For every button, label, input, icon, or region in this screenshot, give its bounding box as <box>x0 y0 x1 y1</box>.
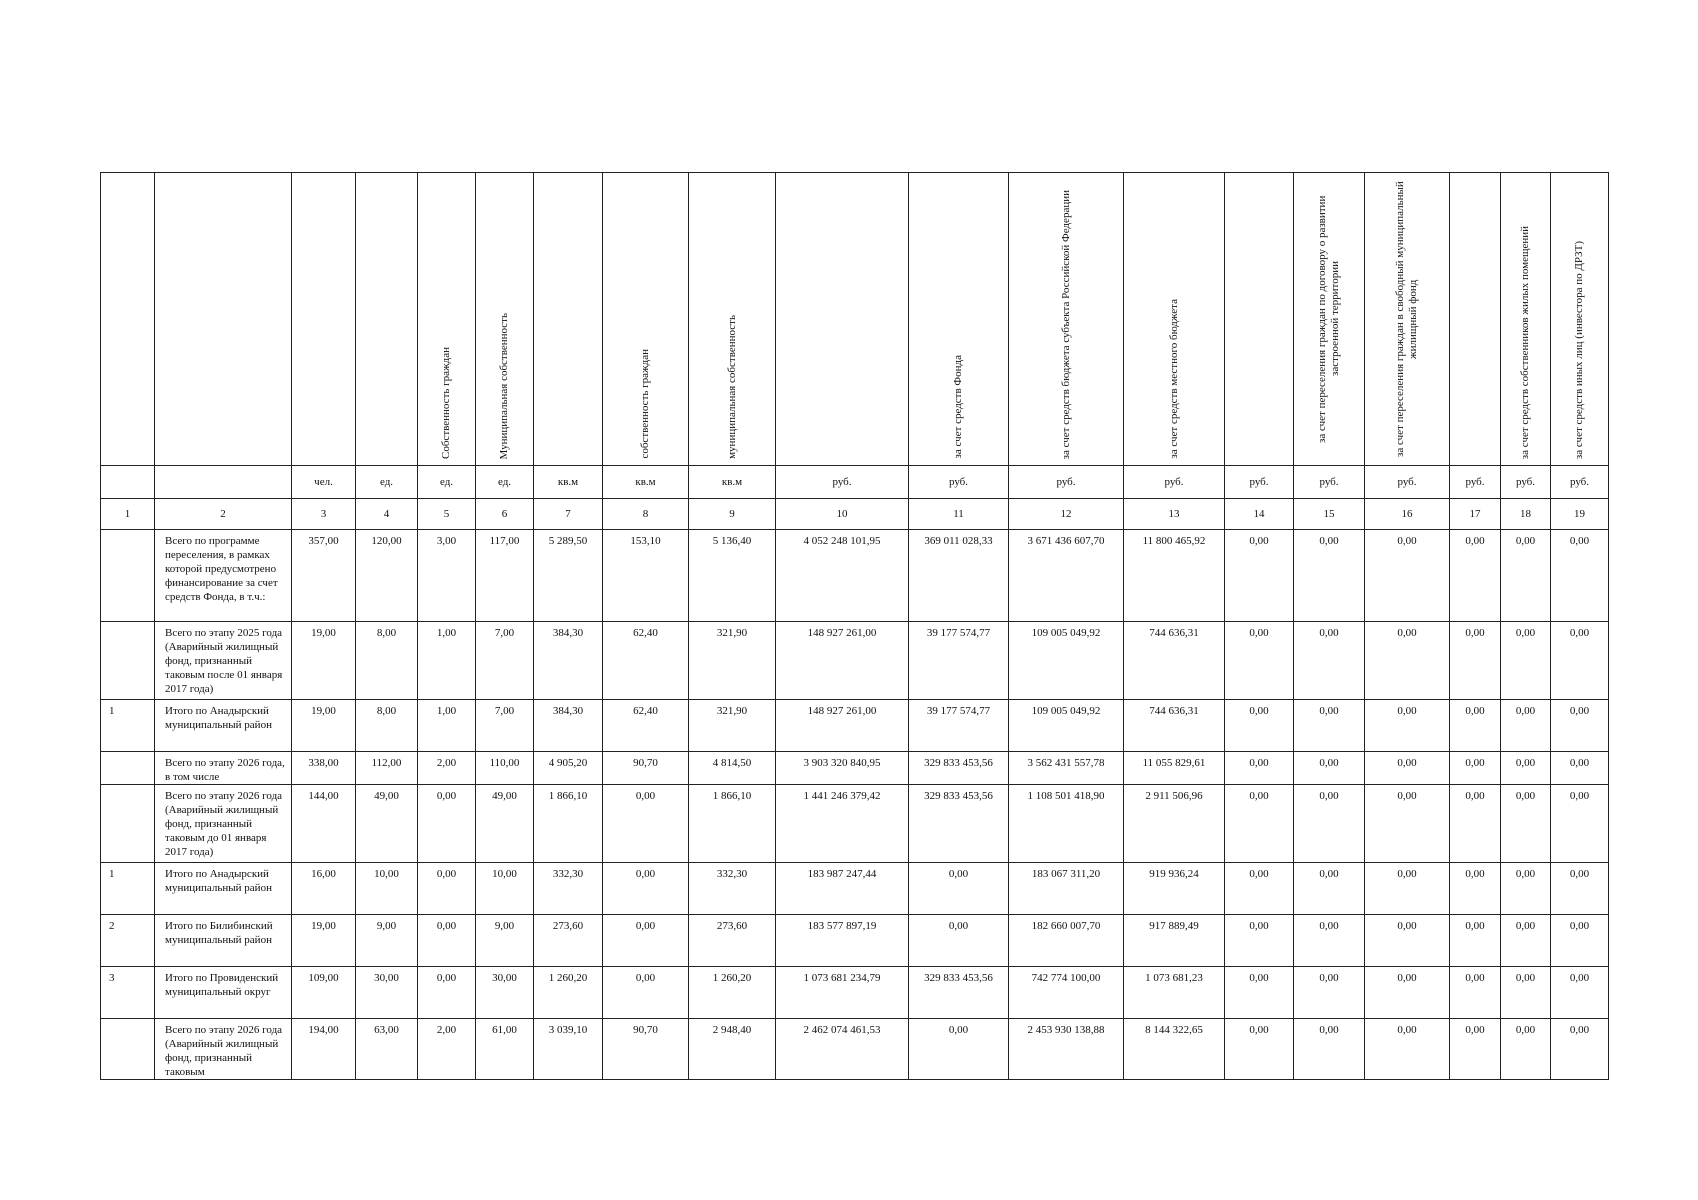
unit-cell: ед. <box>356 466 418 499</box>
value-cell: 0,00 <box>1365 622 1450 700</box>
value-cell: 183 577 897,19 <box>776 915 909 967</box>
value-cell: 273,60 <box>689 915 776 967</box>
value-cell: 153,10 <box>603 530 689 622</box>
unit-cell <box>155 466 292 499</box>
value-cell: 5 289,50 <box>534 530 603 622</box>
value-cell: 117,00 <box>476 530 534 622</box>
table-row <box>101 863 1609 915</box>
column-number-cell: 12 <box>1009 499 1124 530</box>
column-number-cell: 17 <box>1450 499 1501 530</box>
value-cell: 62,40 <box>603 700 689 752</box>
table-row <box>101 530 1609 622</box>
value-cell: 7,00 <box>476 622 534 700</box>
value-cell: 194,00 <box>292 1019 356 1080</box>
value-cell: 0,00 <box>1225 530 1294 622</box>
column-number-cell: 16 <box>1365 499 1450 530</box>
value-cell: 5 136,40 <box>689 530 776 622</box>
column-header-text: за счет средств собственников жилых помещений <box>1519 225 1531 459</box>
column-header-text: Собственность граждан <box>440 347 452 459</box>
row-label: Итого по Провиденский муниципальный округ <box>155 967 292 1019</box>
value-cell: 0,00 <box>1501 530 1551 622</box>
row-label: Итого по Анадырский муниципальный район <box>155 700 292 752</box>
value-cell: 0,00 <box>1450 752 1501 785</box>
header-row <box>101 173 1609 466</box>
value-cell: 0,00 <box>1225 967 1294 1019</box>
row-label: Итого по Анадырский муниципальный район <box>155 863 292 915</box>
column-header <box>356 173 418 466</box>
column-header <box>1225 173 1294 466</box>
value-cell: 4 905,20 <box>534 752 603 785</box>
value-cell: 2 462 074 461,53 <box>776 1019 909 1080</box>
value-cell: 0,00 <box>1294 967 1365 1019</box>
value-cell: 109 005 049,92 <box>1009 622 1124 700</box>
value-cell: 183 987 247,44 <box>776 863 909 915</box>
value-cell: 1 866,10 <box>534 785 603 863</box>
value-cell: 0,00 <box>1450 915 1501 967</box>
value-cell: 0,00 <box>1294 915 1365 967</box>
value-cell: 0,00 <box>603 785 689 863</box>
value-cell: 0,00 <box>418 967 476 1019</box>
value-cell: 744 636,31 <box>1124 700 1225 752</box>
value-cell: 9,00 <box>356 915 418 967</box>
value-cell: 148 927 261,00 <box>776 622 909 700</box>
value-cell: 16,00 <box>292 863 356 915</box>
value-cell: 0,00 <box>1365 700 1450 752</box>
value-cell: 917 889,49 <box>1124 915 1225 967</box>
value-cell: 30,00 <box>356 967 418 1019</box>
row-index: 1 <box>101 700 155 752</box>
unit-cell: руб. <box>1450 466 1501 499</box>
column-number-cell: 18 <box>1501 499 1551 530</box>
value-cell: 8,00 <box>356 700 418 752</box>
column-header <box>776 173 909 466</box>
value-cell: 0,00 <box>1225 915 1294 967</box>
value-cell: 0,00 <box>1365 530 1450 622</box>
value-cell: 0,00 <box>1501 863 1551 915</box>
value-cell: 338,00 <box>292 752 356 785</box>
column-header <box>1009 173 1124 466</box>
value-cell: 1 441 246 379,42 <box>776 785 909 863</box>
value-cell: 3 903 320 840,95 <box>776 752 909 785</box>
unit-cell: руб. <box>1501 466 1551 499</box>
column-number-cell: 5 <box>418 499 476 530</box>
value-cell: 329 833 453,56 <box>909 752 1009 785</box>
column-header-text: за счет переселения граждан по договору о развитии застроенной территории <box>1316 195 1341 443</box>
value-cell: 63,00 <box>356 1019 418 1080</box>
column-header-text: Муниципальная собственность <box>498 312 510 459</box>
unit-cell: кв.м <box>534 466 603 499</box>
column-header-text: муниципальная собственность <box>725 315 738 459</box>
column-header <box>476 173 534 466</box>
value-cell: 384,30 <box>534 700 603 752</box>
unit-cell: руб. <box>1551 466 1609 499</box>
column-number-cell: 9 <box>689 499 776 530</box>
value-cell: 0,00 <box>418 785 476 863</box>
column-number-cell: 13 <box>1124 499 1225 530</box>
value-cell: 2 911 506,96 <box>1124 785 1225 863</box>
column-number-cell: 7 <box>534 499 603 530</box>
value-cell: 0,00 <box>1551 915 1609 967</box>
value-cell: 0,00 <box>1551 785 1609 863</box>
value-cell: 0,00 <box>1450 785 1501 863</box>
value-cell: 19,00 <box>292 622 356 700</box>
column-header <box>1365 173 1450 466</box>
value-cell: 30,00 <box>476 967 534 1019</box>
value-cell: 1,00 <box>418 622 476 700</box>
value-cell: 2,00 <box>418 1019 476 1080</box>
row-index <box>101 1019 155 1080</box>
value-cell: 1 260,20 <box>534 967 603 1019</box>
value-cell: 120,00 <box>356 530 418 622</box>
value-cell: 0,00 <box>1501 785 1551 863</box>
value-cell: 0,00 <box>1294 785 1365 863</box>
column-header <box>155 173 292 466</box>
value-cell: 0,00 <box>1225 752 1294 785</box>
value-cell: 0,00 <box>1551 1019 1609 1080</box>
value-cell: 0,00 <box>1501 915 1551 967</box>
column-header <box>1501 173 1551 466</box>
value-cell: 321,90 <box>689 622 776 700</box>
column-number-cell: 15 <box>1294 499 1365 530</box>
column-header-text: за счет средств иных лиц (инвестора по ДРЗТ) <box>1573 240 1585 459</box>
value-cell: 0,00 <box>909 915 1009 967</box>
value-cell: 62,40 <box>603 622 689 700</box>
value-cell: 0,00 <box>1294 622 1365 700</box>
table-row <box>101 752 1609 785</box>
row-index <box>101 622 155 700</box>
value-cell: 109,00 <box>292 967 356 1019</box>
value-cell: 0,00 <box>1501 700 1551 752</box>
value-cell: 273,60 <box>534 915 603 967</box>
column-header-text: за счет средств Фонда <box>952 355 964 459</box>
value-cell: 2 453 930 138,88 <box>1009 1019 1124 1080</box>
value-cell: 0,00 <box>1365 785 1450 863</box>
value-cell: 0,00 <box>1294 752 1365 785</box>
unit-cell: кв.м <box>603 466 689 499</box>
row-index <box>101 785 155 863</box>
row-label: Всего по этапу 2025 года (Аварийный жилищный фонд, признанный таковым после 01 января 2017 года) <box>155 622 292 700</box>
value-cell: 0,00 <box>1294 700 1365 752</box>
column-header <box>909 173 1009 466</box>
row-label: Всего по этапу 2026 года (Аварийный жилищный фонд, признанный таковым <box>155 1019 292 1080</box>
value-cell: 0,00 <box>1551 752 1609 785</box>
table-row <box>101 915 1609 967</box>
value-cell: 7,00 <box>476 700 534 752</box>
value-cell: 8,00 <box>356 622 418 700</box>
column-header-text: за счет средств местного бюджета <box>1167 299 1180 459</box>
table-row <box>101 700 1609 752</box>
value-cell: 2,00 <box>418 752 476 785</box>
value-cell: 1 073 681 234,79 <box>776 967 909 1019</box>
unit-cell: руб. <box>909 466 1009 499</box>
value-cell: 0,00 <box>1294 863 1365 915</box>
unit-cell: ед. <box>476 466 534 499</box>
row-index: 1 <box>101 863 155 915</box>
table-row <box>101 622 1609 700</box>
value-cell: 0,00 <box>1365 967 1450 1019</box>
resettlement-table <box>100 172 1609 1080</box>
row-index: 2 <box>101 915 155 967</box>
column-header <box>1124 173 1225 466</box>
column-header <box>534 173 603 466</box>
unit-cell: руб. <box>1009 466 1124 499</box>
value-cell: 0,00 <box>1551 700 1609 752</box>
value-cell: 0,00 <box>1501 752 1551 785</box>
value-cell: 332,30 <box>689 863 776 915</box>
value-cell: 183 067 311,20 <box>1009 863 1124 915</box>
unit-cell: ед. <box>418 466 476 499</box>
value-cell: 182 660 007,70 <box>1009 915 1124 967</box>
row-label: Всего по этапу 2026 года (Аварийный жилищный фонд, признанный таковым до 01 января 2017 года) <box>155 785 292 863</box>
column-number-cell: 10 <box>776 499 909 530</box>
column-number-cell: 8 <box>603 499 689 530</box>
column-number-cell: 11 <box>909 499 1009 530</box>
table-row <box>101 1019 1609 1080</box>
value-cell: 0,00 <box>1294 530 1365 622</box>
value-cell: 1 260,20 <box>689 967 776 1019</box>
column-header <box>1551 173 1609 466</box>
value-cell: 0,00 <box>1365 1019 1450 1080</box>
value-cell: 10,00 <box>356 863 418 915</box>
value-cell: 9,00 <box>476 915 534 967</box>
column-header <box>603 173 689 466</box>
column-number-cell: 3 <box>292 499 356 530</box>
value-cell: 148 927 261,00 <box>776 700 909 752</box>
value-cell: 2 948,40 <box>689 1019 776 1080</box>
unit-cell: кв.м <box>689 466 776 499</box>
value-cell: 0,00 <box>603 915 689 967</box>
value-cell: 744 636,31 <box>1124 622 1225 700</box>
value-cell: 0,00 <box>1225 700 1294 752</box>
value-cell: 0,00 <box>909 1019 1009 1080</box>
value-cell: 11 800 465,92 <box>1124 530 1225 622</box>
value-cell: 3 562 431 557,78 <box>1009 752 1124 785</box>
column-header <box>101 173 155 466</box>
column-header-text: за счет переселения граждан в свободный муниципальный жилищный фонд <box>1394 181 1419 457</box>
row-label: Всего по этапу 2026 года, в том числе <box>155 752 292 785</box>
value-cell: 1,00 <box>418 700 476 752</box>
value-cell: 0,00 <box>1450 530 1501 622</box>
column-number-row <box>101 499 1609 530</box>
column-header <box>1450 173 1501 466</box>
value-cell: 0,00 <box>1225 622 1294 700</box>
value-cell: 0,00 <box>1501 622 1551 700</box>
column-number-cell: 19 <box>1551 499 1609 530</box>
unit-cell: руб. <box>1365 466 1450 499</box>
value-cell: 357,00 <box>292 530 356 622</box>
row-index <box>101 530 155 622</box>
column-number-cell: 2 <box>155 499 292 530</box>
value-cell: 110,00 <box>476 752 534 785</box>
row-index <box>101 752 155 785</box>
row-label: Итого по Билибинский муниципальный район <box>155 915 292 967</box>
value-cell: 3 039,10 <box>534 1019 603 1080</box>
value-cell: 0,00 <box>603 863 689 915</box>
table-row <box>101 967 1609 1019</box>
value-cell: 0,00 <box>909 863 1009 915</box>
value-cell: 0,00 <box>1551 863 1609 915</box>
value-cell: 0,00 <box>1551 967 1609 1019</box>
value-cell: 112,00 <box>356 752 418 785</box>
column-header <box>292 173 356 466</box>
value-cell: 0,00 <box>1225 863 1294 915</box>
column-header <box>418 173 476 466</box>
column-header-text: собственность граждан <box>639 349 651 459</box>
value-cell: 0,00 <box>1551 530 1609 622</box>
value-cell: 4 814,50 <box>689 752 776 785</box>
value-cell: 329 833 453,56 <box>909 967 1009 1019</box>
value-cell: 1 108 501 418,90 <box>1009 785 1124 863</box>
unit-cell: руб. <box>1124 466 1225 499</box>
value-cell: 90,70 <box>603 752 689 785</box>
value-cell: 329 833 453,56 <box>909 785 1009 863</box>
value-cell: 61,00 <box>476 1019 534 1080</box>
value-cell: 19,00 <box>292 915 356 967</box>
value-cell: 49,00 <box>476 785 534 863</box>
value-cell: 1 073 681,23 <box>1124 967 1225 1019</box>
value-cell: 0,00 <box>1365 863 1450 915</box>
column-number-cell: 14 <box>1225 499 1294 530</box>
value-cell: 39 177 574,77 <box>909 700 1009 752</box>
unit-cell: руб. <box>1294 466 1365 499</box>
value-cell: 0,00 <box>1450 967 1501 1019</box>
value-cell: 0,00 <box>1450 863 1501 915</box>
value-cell: 0,00 <box>1225 785 1294 863</box>
value-cell: 0,00 <box>418 863 476 915</box>
value-cell: 19,00 <box>292 700 356 752</box>
unit-cell: чел. <box>292 466 356 499</box>
value-cell: 0,00 <box>1501 967 1551 1019</box>
value-cell: 0,00 <box>1294 1019 1365 1080</box>
row-label: Всего по программе переселения, в рамках которой предусмотрено финансирование за счет средств Фонда, в т.ч.: <box>155 530 292 622</box>
value-cell: 384,30 <box>534 622 603 700</box>
value-cell: 1 866,10 <box>689 785 776 863</box>
value-cell: 8 144 322,65 <box>1124 1019 1225 1080</box>
value-cell: 0,00 <box>1365 752 1450 785</box>
value-cell: 10,00 <box>476 863 534 915</box>
value-cell: 11 055 829,61 <box>1124 752 1225 785</box>
value-cell: 0,00 <box>1365 915 1450 967</box>
value-cell: 0,00 <box>1551 622 1609 700</box>
value-cell: 919 936,24 <box>1124 863 1225 915</box>
value-cell: 109 005 049,92 <box>1009 700 1124 752</box>
value-cell: 49,00 <box>356 785 418 863</box>
value-cell: 4 052 248 101,95 <box>776 530 909 622</box>
value-cell: 0,00 <box>1450 1019 1501 1080</box>
column-header <box>689 173 776 466</box>
column-header-text: за счет средств бюджета субъекта Российской Федерации <box>1059 189 1072 459</box>
unit-cell: руб. <box>776 466 909 499</box>
value-cell: 0,00 <box>1225 1019 1294 1080</box>
row-index: 3 <box>101 967 155 1019</box>
unit-cell: руб. <box>1225 466 1294 499</box>
value-cell: 144,00 <box>292 785 356 863</box>
value-cell: 39 177 574,77 <box>909 622 1009 700</box>
value-cell: 742 774 100,00 <box>1009 967 1124 1019</box>
value-cell: 332,30 <box>534 863 603 915</box>
value-cell: 3,00 <box>418 530 476 622</box>
value-cell: 0,00 <box>1450 700 1501 752</box>
column-header <box>1294 173 1365 466</box>
value-cell: 321,90 <box>689 700 776 752</box>
table-row <box>101 785 1609 863</box>
unit-cell <box>101 466 155 499</box>
column-number-cell: 6 <box>476 499 534 530</box>
column-number-cell: 1 <box>101 499 155 530</box>
value-cell: 3 671 436 607,70 <box>1009 530 1124 622</box>
value-cell: 0,00 <box>603 967 689 1019</box>
value-cell: 369 011 028,33 <box>909 530 1009 622</box>
value-cell: 0,00 <box>418 915 476 967</box>
value-cell: 90,70 <box>603 1019 689 1080</box>
column-number-cell: 4 <box>356 499 418 530</box>
units-row <box>101 466 1609 499</box>
value-cell: 0,00 <box>1501 1019 1551 1080</box>
value-cell: 0,00 <box>1450 622 1501 700</box>
